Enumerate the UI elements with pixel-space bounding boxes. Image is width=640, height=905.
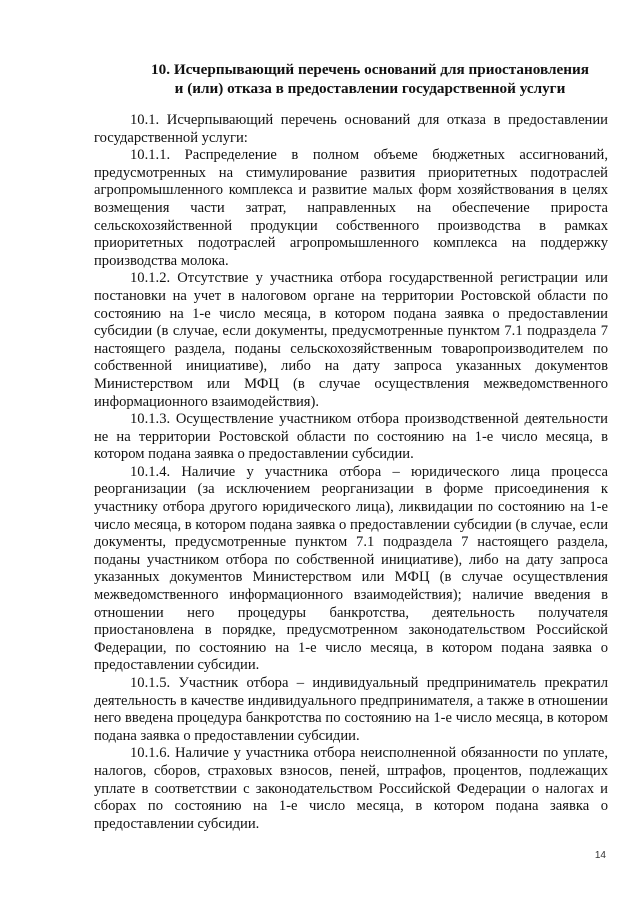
- page-number: 14: [594, 850, 606, 861]
- paragraph-10-1-4: 10.1.4. Наличие у участника отбора – юридического лица процесса реорганизации (за исключением реорганизации в форме присоединения к участнику отбора другого юридического лица), ликвидации по состоянию на 1-е число месяца, в котором подана заявка о предоставлении субсидии (в случае, если документы, предусмотренные пунктом 7.1 подраздела 7 настоящего раздела, поданы участником отбора по собственной инициативе), либо на дату запроса указанных документов Министерством или МФЦ (в случае осуществления межведомственного информационного взаимодействия); наличие введения в отношении него процедуры банкротства, деятельность получателя приостановлена в порядке, предусмотренном законодательством Российской Федерации, по состоянию на 1-е число месяца, в котором подана заявка о предоставлении субсидии.: [94, 463, 608, 674]
- paragraph-10-1: 10.1. Исчерпывающий перечень оснований для отказа в предоставлении государственной услуги:: [94, 112, 608, 146]
- section-heading: [90, 60, 640, 98]
- paragraph-10-1-3: 10.1.3. Осуществление участником отбора производственной деятельности не на территории Ростовской области по состоянию на 1-е число месяца, в котором подана заявка о предоставлении субсидии.: [94, 411, 608, 463]
- paragraph-10-1-6: 10.1.6. Наличие у участника отбора неисполненной обязанности по уплате, налогов, сборов, страховых взносов, пеней, штрафов, процентов, подлежащих уплате в соответствии с законодательством Российской Федерации о налогах и сборах по состоянию на 1-е число месяца, в котором подана заявка о предоставлении субсидии.: [94, 745, 608, 832]
- paragraph-10-1-2: 10.1.2. Отсутствие у участника отбора государственной регистрации или постановки на учет в налоговом органе на территории Ростовской области по состоянию на 1-е число месяца, в котором подана заявка о предоставлении субсидии (в случае, если документы, предусмотренные пунктом 7.1 подраздела 7 настоящего раздела, поданы сельскохозяйственным товаропроизводителем по собственной инициативе), либо на дату запроса указанных документов Министерством или МФЦ (в случае осуществления межведомственного информационного взаимодействия).: [94, 270, 608, 410]
- paragraph-10-1-1: 10.1.1. Распределение в полном объеме бюджетных ассигнований, предусмотренных на стимулирование развития приоритетных подотраслей агропромышленного комплекса и развитие малых форм хозяйствования в целях возмещения части затрат, направленных на обеспечение прироста сельскохозяйственной продукции собственного производства в рамках приоритетных подотраслей агропромышленного комплекса на поддержку производства молока.: [94, 147, 608, 269]
- section-heading-line-2: и (или) отказа в предоставлении государственной услуги: [174, 80, 566, 97]
- paragraph-10-1-5: 10.1.5. Участник отбора – индивидуальный предприниматель прекратил деятельность в качестве индивидуального предпринимателя, а также в отношении него введена процедура банкротства по состоянию на 1-е число месяца, в котором подана заявка о предоставлении субсидии.: [94, 675, 608, 744]
- document-body: [94, 112, 608, 833]
- section-heading-line-1: 10. Исчерпывающий перечень оснований для приостановления: [151, 61, 589, 78]
